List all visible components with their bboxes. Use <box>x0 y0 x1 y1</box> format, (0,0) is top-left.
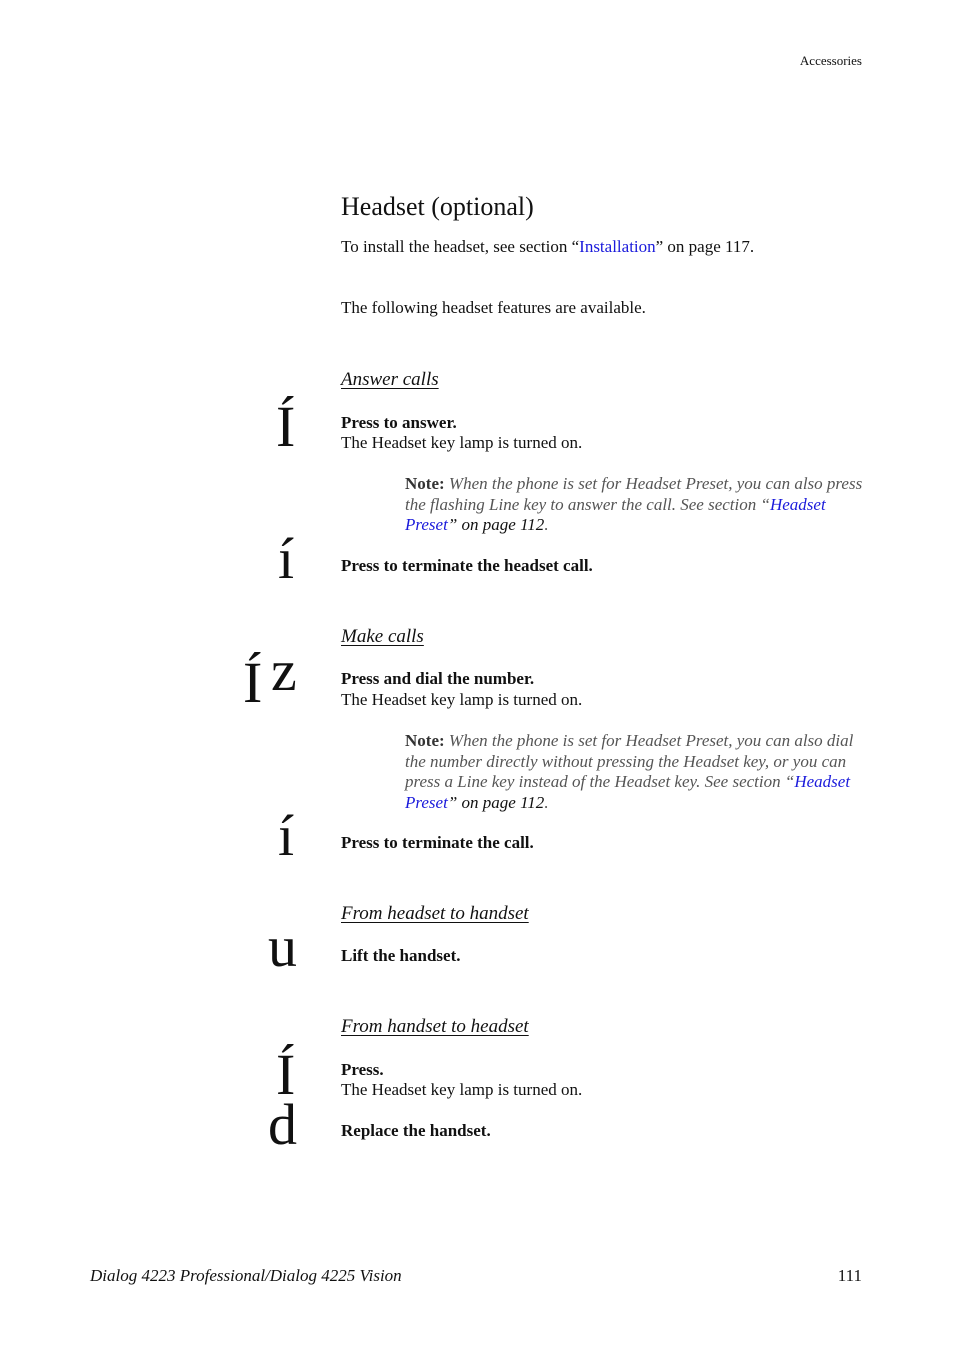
headset-preset-link[interactable]: Headset Preset <box>405 772 851 812</box>
press-step: Press. <box>341 1060 384 1079</box>
lift-handset-icon: u <box>268 914 297 979</box>
intro-paragraph <box>341 237 754 257</box>
press-step-desc: The Headset key lamp is turned on. <box>341 1080 583 1099</box>
answer-note <box>405 474 865 536</box>
note-page-ref: ” on page 112 <box>447 515 545 534</box>
intro-suffix: ” on page 117. <box>655 237 755 256</box>
answer-calls-heading: Answer calls <box>341 369 439 390</box>
running-header: Accessories <box>799 53 862 68</box>
answer-step-desc: The Headset key lamp is turned on. <box>341 433 583 452</box>
make-calls-heading: Make calls <box>341 626 424 647</box>
headset-key-icon: Í <box>243 650 263 715</box>
clear-key-icon: í <box>278 526 295 591</box>
headset-to-handset-heading: From headset to handset <box>341 903 529 924</box>
headset-key-icon: Í <box>276 1042 296 1107</box>
note-label: Note: <box>405 474 445 493</box>
clear-key-icon: í <box>278 803 295 868</box>
replace-handset-icon: d <box>268 1092 297 1157</box>
headset-preset-link[interactable]: Headset Preset <box>405 494 826 534</box>
note-label: Note: <box>405 731 445 750</box>
features-paragraph: The following headset features are available. <box>341 298 646 317</box>
installation-link[interactable]: Installation <box>579 237 656 256</box>
answer-step: Press to answer. <box>341 413 457 432</box>
replace-handset-step: Replace the handset. <box>341 1121 491 1140</box>
note-end: . <box>544 515 549 534</box>
intro-prefix: To install the headset, see section “ <box>341 237 580 256</box>
note-quote-open: “ <box>760 494 770 514</box>
note-text: When the phone is set for Headset Preset, you can also dial the number directly without pressing the Headset key, or you can press a Line key instead of the Headset key. See section <box>405 731 854 791</box>
handset-to-headset-heading: From handset to headset <box>341 1016 529 1037</box>
page-number: 111 <box>837 1266 862 1285</box>
make-step: Press and dial the number. <box>341 669 535 688</box>
dial-keypad-icon: z <box>271 638 297 703</box>
note-end: . <box>544 792 549 812</box>
make-step-desc: The Headset key lamp is turned on. <box>341 690 583 709</box>
answer-terminate-step: Press to terminate the headset call. <box>341 556 593 575</box>
page-title: Headset (optional) <box>341 192 534 221</box>
headset-key-icon: Í <box>276 394 296 459</box>
note-page-ref: ” on page 112 <box>447 792 545 812</box>
make-terminate-step: Press to terminate the call. <box>341 833 534 852</box>
lift-handset-step: Lift the handset. <box>341 946 461 965</box>
note-text: When the phone is set for Headset Preset, you can also press the flashing Line key to answer the call. See section <box>405 474 863 514</box>
footer-product-name: Dialog 4223 Professional/Dialog 4225 Vision <box>90 1266 402 1285</box>
make-note <box>405 731 865 813</box>
note-quote-open: “ <box>784 772 795 791</box>
